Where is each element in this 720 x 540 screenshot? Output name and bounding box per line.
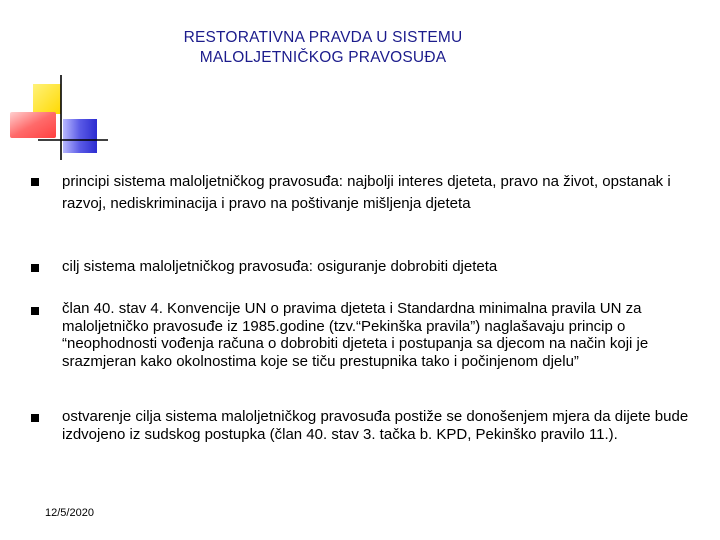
bullet-marker xyxy=(31,264,39,272)
bullet-marker xyxy=(31,307,39,315)
bullet-item-convention: član 40. stav 4. Konvencije UN o pravima djeteta i Standardna minimalna pravila UN za maloljetničko pravosuđe iz 1985.godine (tzv.“Pekinška pravila”) naglašavaju princip o “neophodnosti vođenja računa o dobrobiti djeteta i postupanja sa djecom na način koji je srazmjeran kako okolnostima koje se tiču prestupnika tako i počinjenom djelu” xyxy=(62,300,649,370)
bullet-item-goal: cilj sistema maloljetničkog pravosuđa: osiguranje dobrobiti djeteta xyxy=(62,258,498,275)
slide-title-line-1: RESTORATIVNA PRAVDA U SISTEMU xyxy=(183,29,463,46)
bullet-marker xyxy=(31,414,39,422)
bullet-item-measures: ostvarenje cilja sistema maloljetničkog pravosuđa postiže se donošenjem mjera da dijete bude izdvojeno iz sudskog postupka (član 40. stav 3. tačka b. KPD, Pekinško pravilo 11.). xyxy=(62,408,689,443)
footer-date: 12/5/2020 xyxy=(45,507,94,519)
slide-title-line-2: MALOLJETNIČKOG PRAVOSUĐA xyxy=(199,49,447,66)
bullet-marker xyxy=(31,178,39,186)
bullet-item-principles: principi sistema maloljetničkog pravosuđa: najbolji interes djeteta, pravo na život, opstanak i razvoj, nediskriminacija i pravo na poštivanje mišljenja djeteta xyxy=(62,173,671,212)
